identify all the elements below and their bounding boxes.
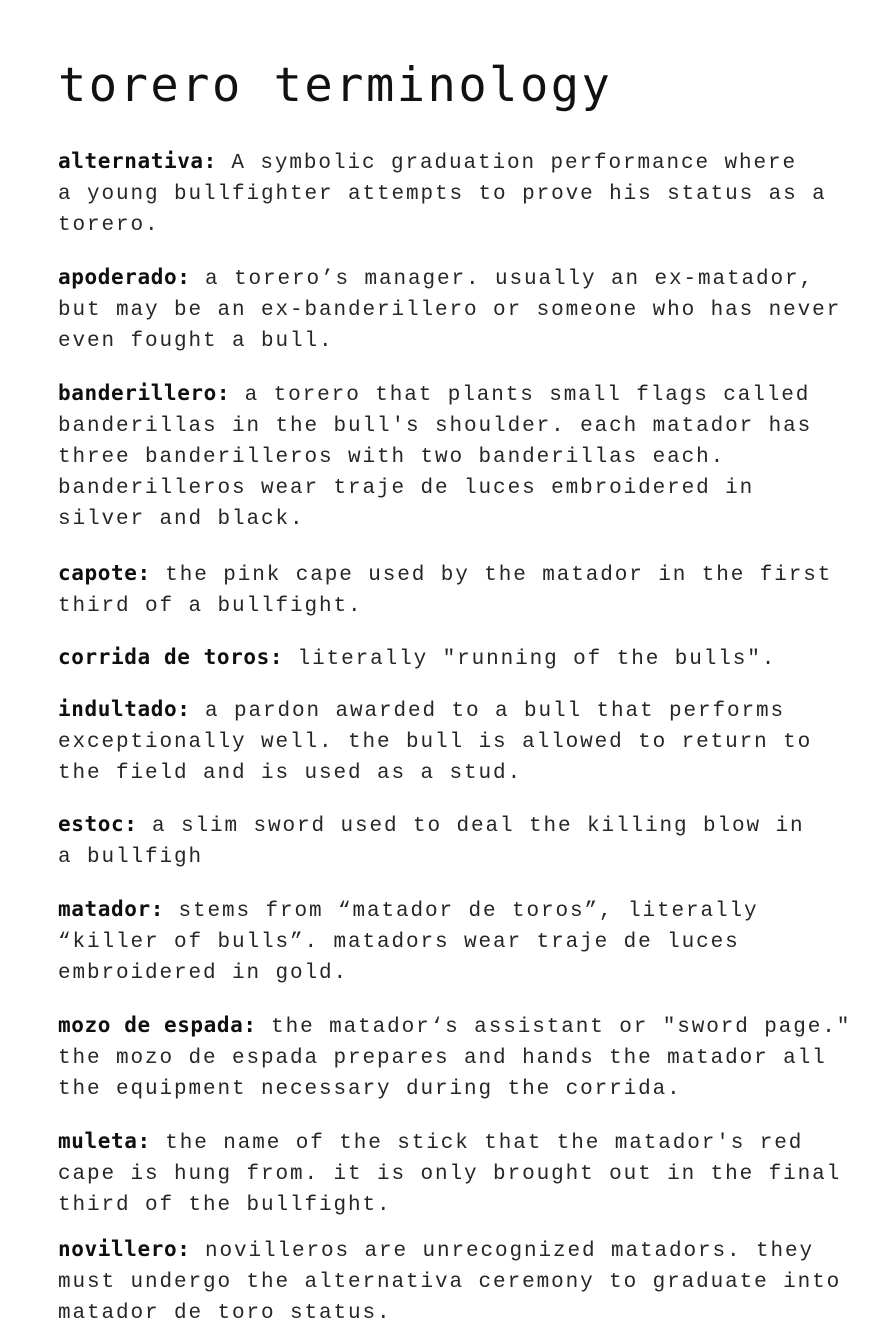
- entry-term: capote:: [58, 561, 151, 585]
- glossary-entry-corrida-de-toros: [58, 643, 858, 674]
- glossary-entry-apoderado: [58, 263, 858, 356]
- entry-definition: the pink cape used by the matador in the first third of a bullfight.: [58, 564, 833, 618]
- entry-definition: a torero that plants small flags called banderillas in the bull's shoulder. each matador has three banderilleros with two banderillas each. banderilleros wear traje de luces embroidered in silver and black.: [58, 384, 813, 531]
- entry-term: corrida de toros:: [58, 645, 284, 669]
- document-page: [58, 58, 858, 1328]
- entry-term: mozo de espada:: [58, 1013, 257, 1037]
- entry-definition: stems from “matador de toros”, literally “killer of bulls”. matadors wear traje de luces embroidered in gold.: [58, 900, 759, 985]
- entry-definition: novilleros are unrecognized matadors. they must undergo the alternativa ceremony to graduate into matador de toro status.: [58, 1240, 842, 1325]
- glossary-entry-mozo-de-espada: [58, 1011, 858, 1104]
- entry-term: banderillero:: [58, 381, 231, 405]
- entry-term: muleta:: [58, 1129, 151, 1153]
- glossary-entry-capote: [58, 559, 858, 621]
- glossary-entry-alternativa: [58, 147, 858, 240]
- entry-definition: a slim sword used to deal the killing blow in a bullfigh: [58, 815, 805, 869]
- entry-term: indultado:: [58, 697, 191, 721]
- glossary-entry-banderillero: [58, 379, 858, 534]
- entry-definition: literally "running of the bulls".: [283, 648, 777, 671]
- entry-definition: A symbolic graduation performance where a young bullfighter attempts to prove his status as a torero.: [58, 152, 827, 237]
- entry-term: alternativa:: [58, 149, 217, 173]
- glossary-entry-estoc: [58, 810, 858, 872]
- page-title: torero terminology: [58, 58, 613, 113]
- entry-definition: a pardon awarded to a bull that performs exceptionally well. the bull is allowed to return to the field and is used as a stud.: [58, 700, 813, 785]
- entry-term: matador:: [58, 897, 164, 921]
- glossary-entry-indultado: [58, 695, 858, 788]
- glossary-list: [58, 147, 858, 1328]
- glossary-entry-matador: [58, 895, 858, 988]
- entry-definition: the name of the stick that the matador's red cape is hung from. it is only brought out in the final third of the bullfight.: [58, 1132, 842, 1217]
- entry-definition: the matador‘s assistant or "sword page." the mozo de espada prepares and hands the matador all the equipment necessary during the corrida.: [58, 1016, 852, 1101]
- entry-term: estoc:: [58, 812, 138, 836]
- entry-term: novillero:: [58, 1237, 191, 1261]
- glossary-entry-muleta: [58, 1127, 858, 1220]
- glossary-entry-novillero: [58, 1235, 858, 1328]
- entry-term: apoderado:: [58, 265, 191, 289]
- entry-definition: a torero’s manager. usually an ex-matador, but may be an ex-banderillero or someone who has never even fought a bull.: [58, 268, 842, 353]
